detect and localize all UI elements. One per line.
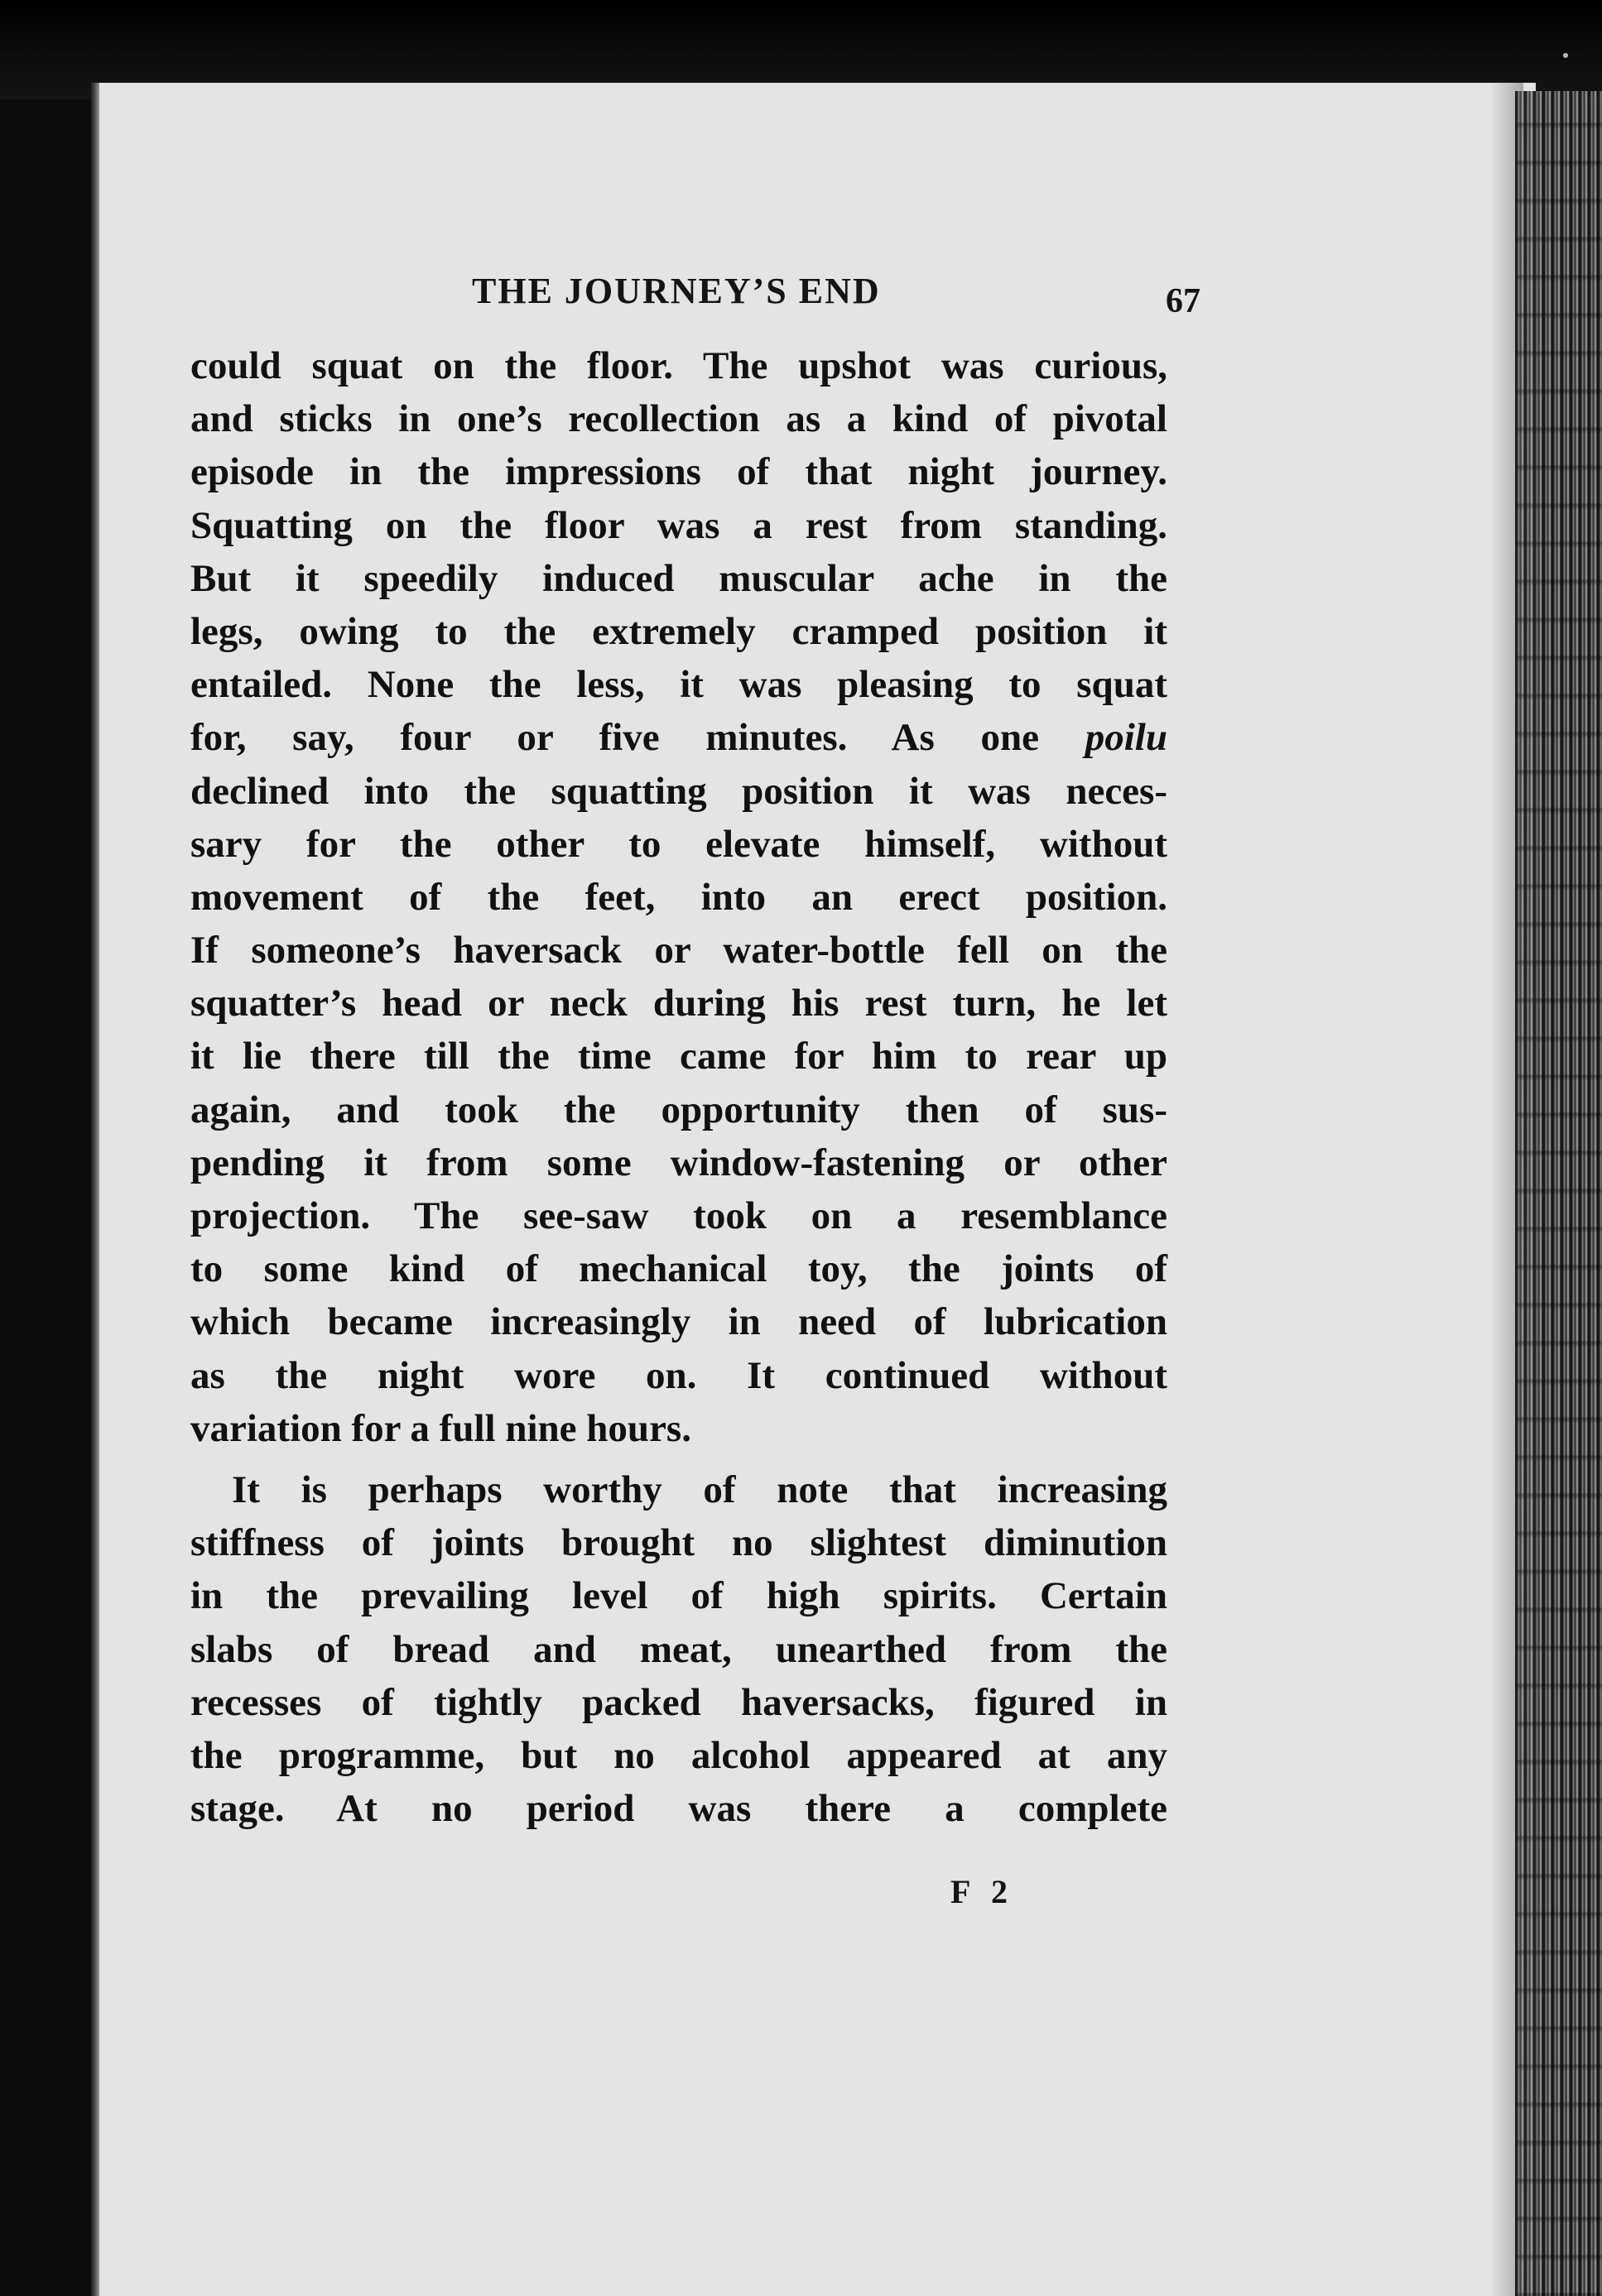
running-title: THE JOURNEY’S END bbox=[472, 271, 881, 311]
text-line: variation for a full nine hours. bbox=[190, 1406, 691, 1450]
book-gutter bbox=[91, 83, 99, 2296]
text-line: as the night wore on. It continued without bbox=[190, 1353, 1167, 1397]
text-line: to some kind of mechanical toy, the joints of bbox=[190, 1247, 1167, 1291]
paragraph-2 bbox=[190, 1463, 1167, 1835]
text-line: in the prevailing level of high spirits. Certain bbox=[190, 1574, 1167, 1618]
text-line: It is perhaps worthy of note that increasing bbox=[232, 1467, 1167, 1511]
paragraph-gap bbox=[190, 1455, 1167, 1463]
scan-speck bbox=[1563, 53, 1568, 58]
text-line: it lie there till the time came for him to rear up bbox=[190, 1035, 1167, 1078]
text-line: movement of the feet, into an erect position. bbox=[190, 875, 1167, 919]
text-line: stage. At no period was there a complete bbox=[190, 1787, 1167, 1831]
text-line: But it speedily induced muscular ache in the bbox=[190, 556, 1167, 600]
text-line: again, and took the opportunity then of sus- bbox=[190, 1088, 1167, 1131]
text-line: pending it from some window-fastening or other bbox=[190, 1141, 1167, 1184]
running-head bbox=[215, 263, 1200, 321]
page-edges-stack bbox=[1515, 91, 1602, 2296]
text-line: sary for the other to elevate himself, without bbox=[190, 822, 1167, 866]
text-line: declined into the squatting position it was neces- bbox=[190, 769, 1167, 813]
text-line: Squatting on the floor was a rest from standing. bbox=[190, 503, 1167, 547]
text-line: If someone’s haversack or water-bottle fell on the bbox=[190, 929, 1167, 973]
text-line: the programme, but no alcohol appeared at any bbox=[190, 1733, 1167, 1777]
text-line: projection. The see-saw took on a resemblance bbox=[190, 1194, 1167, 1237]
body-text bbox=[190, 339, 1167, 1835]
text-line: and sticks in one’s recollection as a kind of pivotal bbox=[190, 397, 1167, 441]
text-line: recesses of tightly packed haversacks, figured in bbox=[190, 1680, 1167, 1724]
paragraph-1 bbox=[190, 339, 1167, 1455]
italic-word: poilu bbox=[1085, 716, 1167, 760]
text-line: legs, owing to the extremely cramped position it bbox=[190, 609, 1167, 653]
text-line: for, say, four or five minutes. As one poilu bbox=[190, 716, 1167, 760]
text-line: squatter’s head or neck during his rest turn, he let bbox=[190, 982, 1167, 1026]
signature-mark: F 2 bbox=[950, 1873, 1014, 1910]
text-line: stiffness of joints brought no slightest diminution bbox=[190, 1521, 1167, 1565]
text-line: episode in the impressions of that night journey. bbox=[190, 450, 1167, 494]
text-line: entailed. None the less, it was pleasing to squat bbox=[190, 663, 1167, 707]
text-line: slabs of bread and meat, unearthed from the bbox=[190, 1627, 1167, 1671]
text-line: could squat on the floor. The upshot was curious, bbox=[190, 344, 1167, 387]
page-number: 67 bbox=[1166, 282, 1200, 320]
text-line: which became increasingly in need of lubrication bbox=[190, 1300, 1167, 1344]
